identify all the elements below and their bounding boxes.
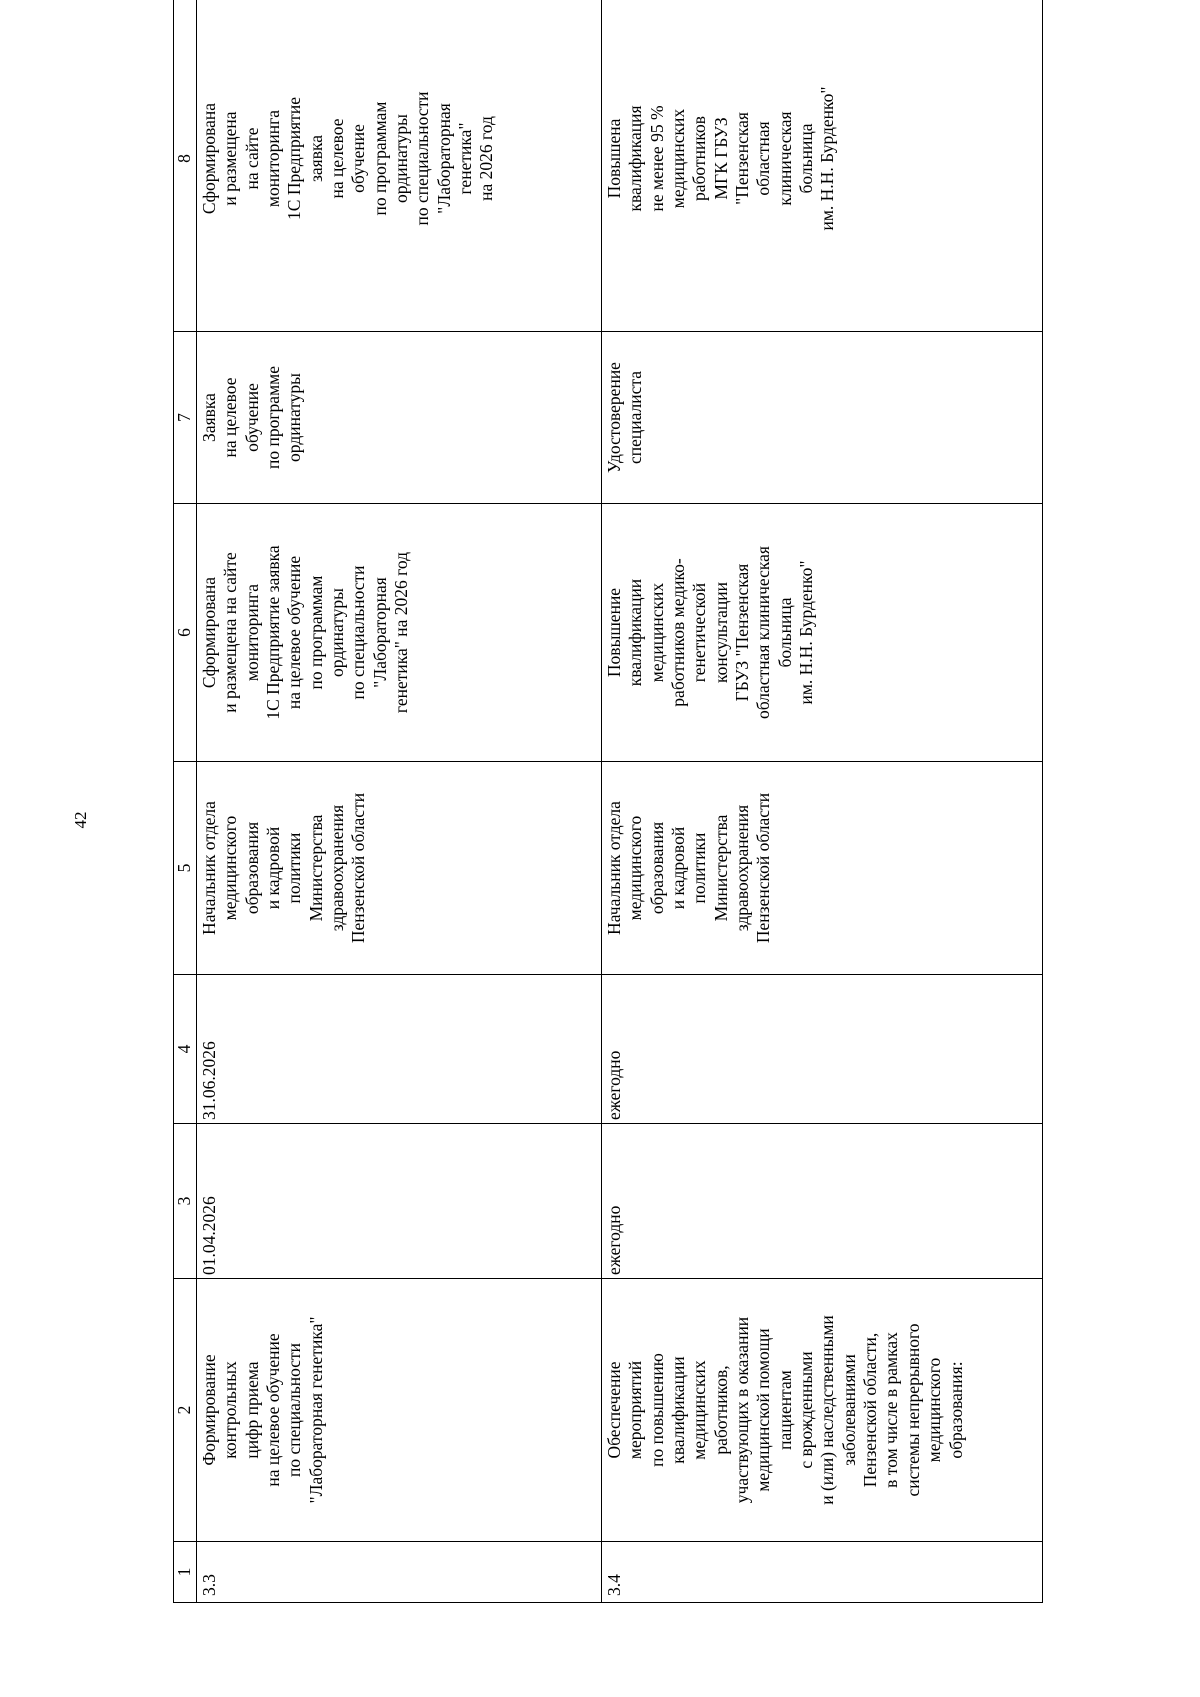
cell-line: "Лабораторная генетика" bbox=[305, 1316, 326, 1504]
cell-line: на сайте bbox=[241, 127, 262, 190]
cell-line: 1С Предприятие заявка bbox=[263, 545, 284, 720]
column-header-4: 4 bbox=[174, 975, 197, 1124]
cell-line: работников bbox=[689, 116, 710, 201]
cell-line: "Лабораторная bbox=[369, 577, 390, 688]
cell-line: контрольных bbox=[220, 1361, 241, 1459]
cell-line: ординатуры bbox=[284, 373, 305, 462]
cell-line: на 2026 год bbox=[476, 116, 497, 201]
cell-line: квалификации bbox=[668, 1356, 689, 1464]
end-date-cell: ежегодно bbox=[602, 975, 1043, 1124]
cell-line: Начальник отдела bbox=[604, 801, 624, 935]
cell-line: мониторинга bbox=[263, 109, 284, 208]
table-row bbox=[602, 0, 1043, 1603]
cell-line: Министерства bbox=[710, 814, 731, 922]
cell-line: здравоохранения bbox=[327, 804, 348, 932]
cell-line: образования bbox=[241, 821, 262, 915]
table-row bbox=[197, 0, 602, 1603]
cell-line: больница bbox=[796, 123, 817, 194]
cell-line: Пензенской области bbox=[348, 792, 369, 944]
event-cell bbox=[197, 1279, 602, 1542]
cell-line: обучение bbox=[241, 383, 262, 452]
document-cell bbox=[197, 332, 602, 504]
cell-line: Заявка bbox=[199, 393, 219, 442]
cell-line: Повышена bbox=[604, 118, 624, 199]
cell-line: не менее 95 % bbox=[646, 105, 667, 212]
cell-line: ординатуры bbox=[391, 114, 412, 203]
header-row bbox=[174, 0, 197, 1603]
cell-line: и размещена на сайте bbox=[220, 552, 241, 713]
event-cell bbox=[602, 1279, 1043, 1542]
cell-line: Удостоверение bbox=[604, 362, 624, 473]
cell-line: квалификации bbox=[625, 578, 646, 687]
cell-line: политики bbox=[284, 832, 305, 904]
cell-line: по специальности bbox=[412, 91, 433, 226]
row-number: 3.4 bbox=[602, 1542, 1043, 1603]
cell-line: генетика" на 2026 год bbox=[391, 551, 412, 714]
cell-line: в том числе в рамках bbox=[881, 1332, 902, 1488]
start-date-cell: ежегодно bbox=[602, 1124, 1043, 1279]
column-header-5: 5 bbox=[174, 762, 197, 975]
cell-line: ординатуры bbox=[327, 588, 348, 677]
column-header-3: 3 bbox=[174, 1124, 197, 1279]
cell-line: консультации bbox=[710, 581, 731, 684]
cell-line: больница bbox=[774, 597, 795, 668]
cell-line: Повышение bbox=[604, 587, 624, 678]
column-header-7: 7 bbox=[174, 332, 197, 504]
cell-line: клиническая bbox=[774, 111, 795, 206]
cell-line: Формирование bbox=[199, 1354, 219, 1466]
cell-line: Обеспечение bbox=[604, 1361, 624, 1459]
cell-line: им. Н.Н. Бурденко" bbox=[817, 86, 838, 231]
cell-line: Сформирована bbox=[199, 576, 219, 689]
cell-line: по программам bbox=[305, 575, 326, 690]
cell-line: работников медико- bbox=[668, 558, 689, 707]
plan-table bbox=[173, 0, 1043, 1603]
cell-line: мониторинга bbox=[241, 583, 262, 682]
cell-line: "Пензенская bbox=[732, 112, 753, 205]
cell-line: по специальности bbox=[348, 565, 369, 700]
cell-line: на целевое bbox=[327, 118, 348, 199]
cell-line: мероприятий bbox=[625, 1360, 646, 1460]
cell-line: Начальник отдела bbox=[199, 801, 219, 935]
cell-line: на целевое обучение bbox=[263, 1333, 284, 1487]
cell-line: генетической bbox=[689, 582, 710, 683]
cell-line: здравоохранения bbox=[732, 804, 753, 932]
result-cell bbox=[602, 504, 1043, 762]
cell-line: медицинского bbox=[625, 815, 646, 921]
cell-line: образования: bbox=[945, 1361, 966, 1459]
cell-line: областная клиническая bbox=[753, 546, 774, 719]
indicator-cell bbox=[197, 0, 602, 332]
responsible-cell bbox=[602, 762, 1043, 975]
column-header-1: 1 bbox=[174, 1542, 197, 1603]
cell-line: и (или) наследственными bbox=[817, 1315, 838, 1505]
cell-line: с врожденными bbox=[796, 1351, 817, 1469]
cell-line: по программе bbox=[263, 366, 284, 469]
cell-line: на целевое bbox=[220, 377, 241, 458]
cell-line: участвующих в оказании bbox=[732, 1316, 753, 1504]
row-number: 3.3 bbox=[197, 1542, 602, 1603]
cell-line: политики bbox=[689, 832, 710, 904]
cell-line: образования bbox=[646, 821, 667, 915]
cell-line: 1С Предприятие bbox=[284, 97, 305, 220]
cell-line: ГБУЗ "Пензенская bbox=[732, 563, 753, 702]
cell-line: и кадровой bbox=[668, 826, 689, 910]
cell-line: областная bbox=[753, 121, 774, 196]
cell-line: им. Н.Н. Бурденко" bbox=[796, 560, 817, 705]
cell-line: генетика" bbox=[455, 122, 476, 195]
column-header-2: 2 bbox=[174, 1279, 197, 1542]
column-header-6: 6 bbox=[174, 504, 197, 762]
cell-line: по специальности bbox=[284, 1342, 305, 1478]
cell-line: МГК ГБУЗ bbox=[710, 117, 731, 200]
cell-line: специалиста bbox=[625, 370, 646, 465]
cell-line: "Лабораторная bbox=[433, 103, 454, 214]
cell-line: медицинского bbox=[924, 1357, 945, 1463]
cell-line: Пензенской области bbox=[753, 792, 774, 944]
cell-line: работников, bbox=[710, 1365, 731, 1455]
cell-line: на целевое обучение bbox=[284, 555, 305, 710]
result-cell bbox=[197, 504, 602, 762]
cell-line: медицинских bbox=[668, 108, 689, 209]
start-date-cell: 01.04.2026 bbox=[197, 1124, 602, 1279]
cell-line: медицинского bbox=[220, 815, 241, 921]
page-number: 42 bbox=[71, 811, 90, 829]
cell-line: пациентам bbox=[774, 1370, 795, 1450]
cell-line: по программам bbox=[369, 101, 390, 216]
responsible-cell bbox=[197, 762, 602, 975]
cell-line: цифр приема bbox=[241, 1361, 262, 1459]
cell-line: медицинской помощи bbox=[753, 1328, 774, 1492]
cell-line: и кадровой bbox=[263, 826, 284, 910]
rotated-table-container bbox=[173, 46, 1037, 1603]
cell-line: обучение bbox=[348, 124, 369, 193]
indicator-cell bbox=[602, 0, 1043, 332]
end-date-cell: 31.06.2026 bbox=[197, 975, 602, 1124]
cell-line: и размещена bbox=[220, 111, 241, 206]
cell-line: Пензенской области, bbox=[860, 1332, 881, 1488]
cell-line: медицинских bbox=[646, 582, 667, 683]
cell-line: медицинских bbox=[689, 1360, 710, 1460]
cell-line: Сформирована bbox=[199, 102, 219, 215]
cell-line: заявка bbox=[305, 135, 326, 182]
document-cell bbox=[602, 332, 1043, 504]
cell-line: системы непрерывного bbox=[902, 1323, 923, 1497]
cell-line: Министерства bbox=[305, 814, 326, 922]
cell-line: заболеваниями bbox=[838, 1354, 859, 1466]
cell-line: по повышению bbox=[646, 1353, 667, 1467]
cell-line: квалификация bbox=[625, 105, 646, 212]
column-header-8: 8 bbox=[174, 0, 197, 332]
